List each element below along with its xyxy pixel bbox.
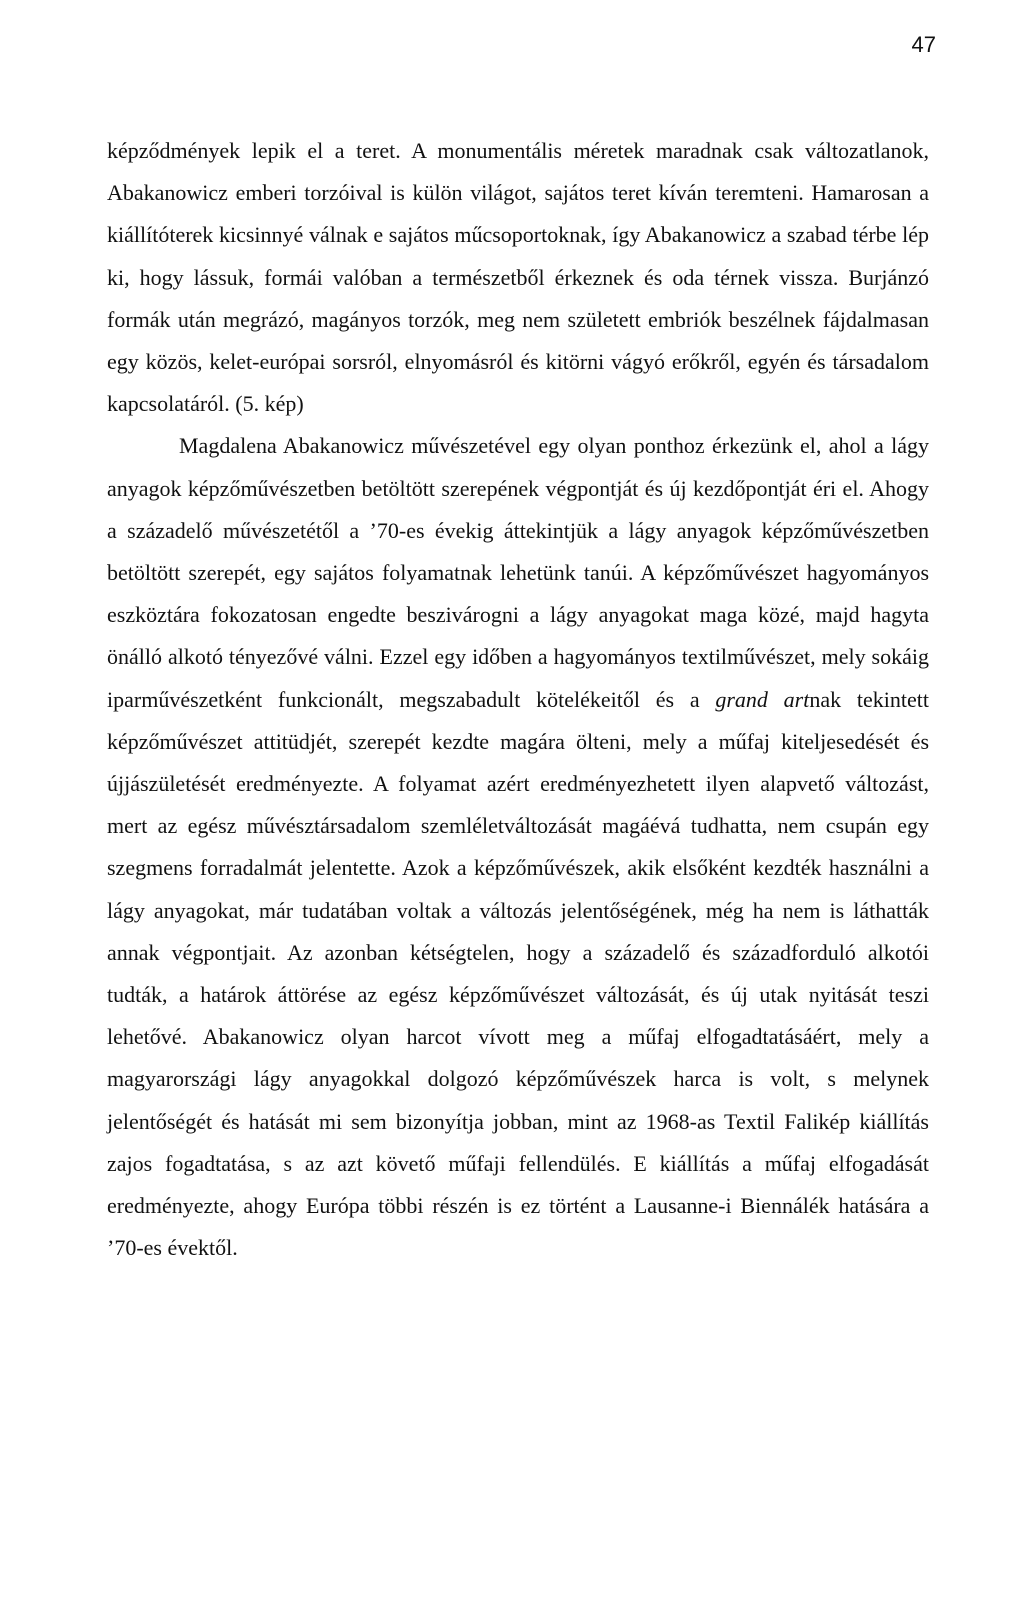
- text-body: [107, 130, 929, 1269]
- paragraph-2-text-start: Magdalena Abakanowicz művészetével egy olyan ponthoz érkezünk el, ahol a lágy anyagok képzőművészetben betöltött szerepének végpontját és új kezdőpontját éri el. Ahogy a századelő művészetétől a ’70-es évekig áttekintjük a lágy anyagok képzőművészetben betöltött szerepét, egy sajátos folyamatnak lehetünk tanúi. A képzőművészet hagyományos eszköztára fokozatosan engedte beszivárogni a lágy anyagokat maga közé, majd hagyta önálló alkotó tényezővé válni. Ezzel egy időben a hagyományos textilművészet, mely sokáig iparművészetként funkcionált, megszabadult kötelékeitől és a: [107, 433, 929, 712]
- paragraph-1: képződmények lepik el a teret. A monumentális méretek maradnak csak változatlanok, Abakanowicz emberi torzóival is külön világot, sajátos teret kíván teremteni. Hamarosan a kiállítóterek kicsinnyé válnak e sajátos műcsoportoknak, így Abakanowicz a szabad térbe lép ki, hogy lássuk, formái valóban a természetből érkeznek és oda térnek vissza. Burjánzó formák után megrázó, magányos torzók, meg nem született embriók beszélnek fájdalmasan egy közös, kelet-európai sorsról, elnyomásról és kitörni vágyó erőkről, egyén és társadalom kapcsolatáról. (5. kép): [107, 138, 929, 417]
- italic-term: grand art: [715, 686, 810, 712]
- paragraph-2: [107, 425, 929, 1269]
- paragraph-2-text-end: nak tekintett képzőművészet attitüdjét, szerepét kezdte magára ölteni, mely a műfaj kiteljesedését és újjászületését eredményezte. A folyamat azért eredményezhetett ilyen alapvető változást, mert az egész művésztársadalom szemléletváltozását magáévá tudhatta, nem csupán egy szegmens forradalmát jelentette. Azok a képzőművészek, akik elsőként kezdték használni a lágy anyagokat, már tudatában voltak a változás jelentőségének, még ha nem is láthatták annak végpontjait. Az azonban kétségtelen, hogy a századelő és századforduló alkotói tudták, a határok áttörése az egész képzőművészet változását, és új utak nyitását teszi lehetővé. Abakanowicz olyan harcot vívott meg a műfaj elfogadtatásáért, mely a magyarországi lágy anyagokkal dolgozó képzőművészek harca is volt, s melynek jelentőségét és hatását mi sem bizonyítja jobban, mint az 1968-as Textil Falikép kiállítás zajos fogadtatása, s az azt követő műfaji fellendülés. E kiállítás a műfaj elfogadását eredményezte, ahogy Európa többi részén is ez történt a Lausanne-i Biennálék hatására a ’70-es évektől.: [107, 686, 929, 1261]
- page-number: 47: [911, 32, 936, 57]
